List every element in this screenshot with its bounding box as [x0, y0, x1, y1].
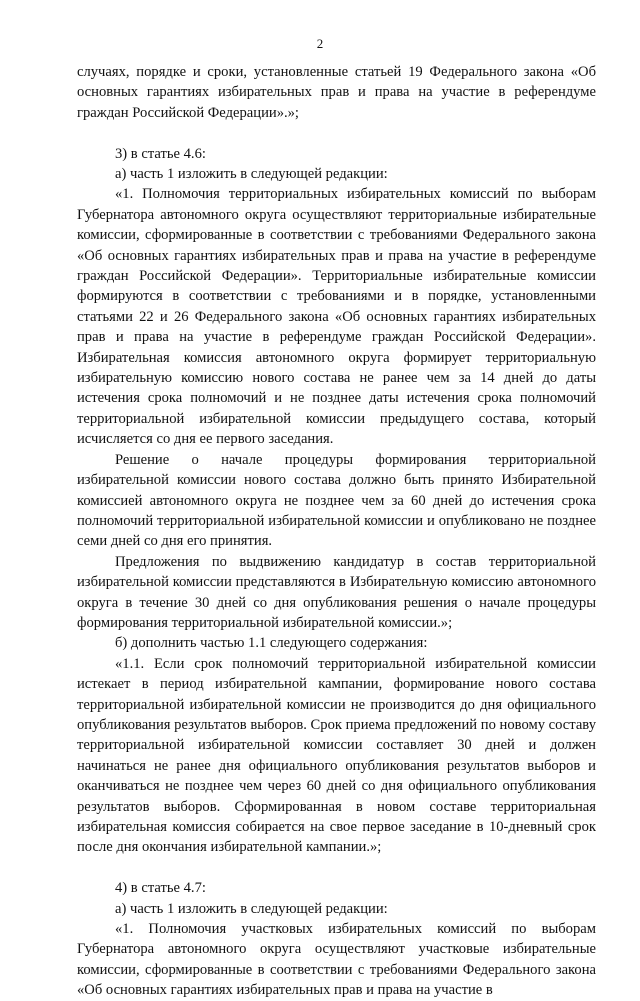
paragraph-decision-formation: Решение о начале процедуры формирования территориальной избирательной комиссии нового состава должно быть принято Избирательной комиссией автономного округа не позднее чем за 60 дней до истечения срока полномочий территориальной избирательной комиссии и опубликовано не позднее семи дней со дня его принятия.	[77, 451, 596, 550]
paragraph-item-4-heading: 4) в статье 4.7:	[115, 880, 206, 897]
paragraph-subitem-b: б) дополнить частью 1.1 следующего содержания:	[115, 635, 428, 652]
paragraph-subitem-a-2: а) часть 1 изложить в следующей редакции:	[115, 900, 388, 917]
document-body	[77, 62, 596, 1001]
page-number: 2	[316, 36, 324, 51]
paragraph-continuation: случаях, порядке и сроки, установленные статьей 19 Федерального закона «Об основных гарантиях избирательных прав и права на участие в референдуме граждан Российской Федерации».»;	[77, 64, 596, 121]
paragraph-item-3-heading: 3) в статье 4.6:	[115, 145, 206, 162]
paragraph-subitem-a: а) часть 1 изложить в следующей редакции:	[115, 166, 388, 183]
paragraph-part-1-precinct: «1. Полномочия участковых избирательных комиссий по выборам Губернатора автономного округа осуществляют участковые избирательные комиссии, сформированные в соответствии с требованиями Федерального закона «Об основных гарантиях избирательных прав и права на участие в	[77, 921, 596, 999]
paragraph-part-1-1: «1.1. Если срок полномочий территориальной избирательной комиссии истекает в период избирательной кампании, формирование нового состава территориальной избирательной комиссии не производится до дня официального опубликования результатов выборов. Срок приема предложений по новому составу территориальной избирательной комиссии составляет 30 дней и должен начинаться не ранее дня официального опубликования результатов выборов и оканчиваться не позднее чем через 60 дней со дня официального опубликования результатов выборов. Сформированная в новом составе территориальная избирательная комиссия собирается на свое первое заседание в 10-дневный срок после дня окончания избирательной кампании.»;	[77, 655, 596, 856]
paragraph-part-1-territorial: «1. Полномочия территориальных избирательных комиссий по выборам Губернатора автономного округа осуществляют территориальные избирательные комиссии, сформированные в соответствии с требованиями Федерального закона «Об основных гарантиях избирательных прав и права на участие в референдуме граждан Российской Федерации». Территориальные избирательные комиссии формируются в соответствии с требованиями и в порядке, установленными статьями 22 и 26 Федерального закона «Об основных гарантиях избирательных прав и права на участие в референдуме граждан Российской Федерации». Избирательная комиссия автономного округа формирует территориальную избирательную комиссию нового состава не ранее чем за 14 дней до даты истечения срока полномочий и не позднее даты истечения срока полномочий территориальной избирательной комиссии предыдущего состава, который исчисляется со дня ее первого заседания.	[77, 186, 596, 448]
paragraph-candidate-proposals: Предложения по выдвижению кандидатур в состав территориальной избирательной комиссии представляются в Избирательную комиссию автономного округа в течение 30 дней со дня опубликования решения о начале процедуры формирования территориальной избирательной комиссии.»;	[77, 553, 596, 631]
